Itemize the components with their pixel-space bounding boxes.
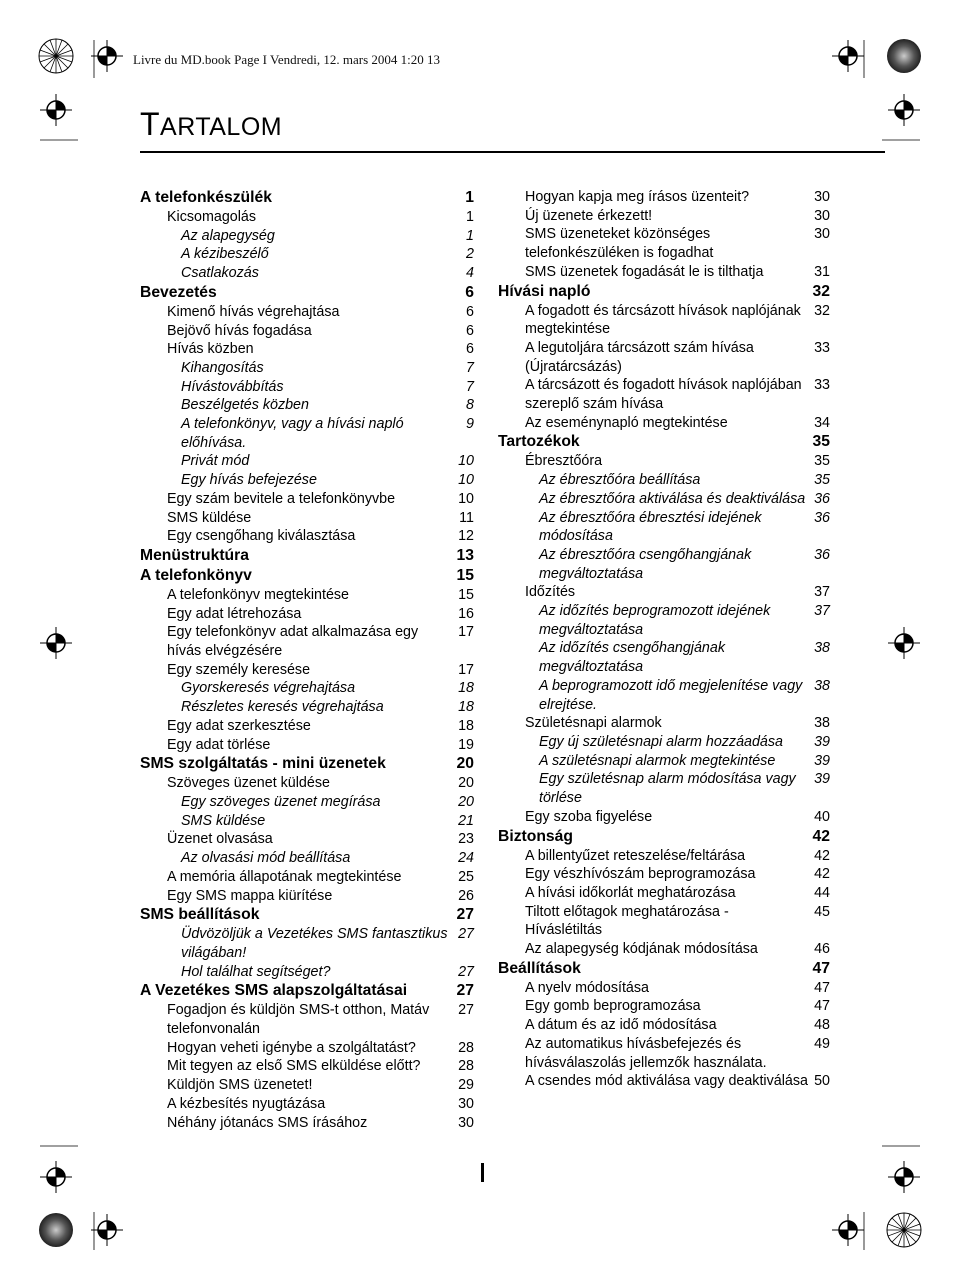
toc-entry-page: 1: [466, 209, 474, 225]
toc-entry-title: Hogyan veheti igénybe a szolgáltatást?: [167, 1039, 416, 1056]
toc-entry-page: 6: [466, 322, 474, 339]
toc-entry-title: Egy csengőhang kiválasztása: [167, 528, 356, 545]
toc-entry-page: 38: [814, 640, 830, 657]
toc-entry[interactable]: [140, 812, 474, 831]
toc-entry-title: Ébresztőóra: [525, 453, 603, 470]
toc-entry[interactable]: [498, 808, 830, 827]
toc-entry-page: 8: [466, 397, 474, 414]
toc-entry-page: 10: [458, 490, 474, 507]
toc-entry[interactable]: [498, 733, 830, 752]
toc-entry[interactable]: [498, 188, 830, 207]
toc-entry-page: 38: [814, 715, 830, 732]
toc-entry[interactable]: [498, 432, 830, 452]
toc-entry[interactable]: [498, 302, 830, 339]
toc-entry-page: 17: [458, 661, 474, 678]
toc-entry-page: 35: [814, 472, 830, 489]
toc-entry-title: A csendes mód aktiválása vagy deaktiválása: [525, 1073, 808, 1090]
toc-entry[interactable]: [140, 566, 474, 586]
toc-entry-title: Időzítés: [525, 584, 576, 601]
toc-entry-page: 47: [814, 998, 830, 1015]
toc-entry[interactable]: [498, 207, 830, 226]
toc-entry-title: Tartozékok: [498, 433, 580, 451]
toc-entry-title: A kézibeszélő: [181, 246, 269, 263]
toc-entry[interactable]: [498, 884, 830, 903]
toc-entry[interactable]: [140, 227, 474, 246]
toc-entry-title: A telefonkönyv megtekintése: [167, 586, 349, 603]
toc-entry[interactable]: [140, 1076, 474, 1095]
toc-entry-title: Egy adat szerkesztése: [167, 717, 311, 734]
toc-entry[interactable]: [140, 586, 474, 605]
toc-entry-page: 13: [456, 546, 474, 564]
toc-entry[interactable]: [140, 868, 474, 887]
toc-entry-title: Az ébresztőóra csengőhangjának megváltoztatása: [539, 546, 752, 582]
toc-entry-page: 10: [458, 453, 474, 470]
toc-entry[interactable]: [140, 679, 474, 698]
toc-entry-title: Egy gomb beprogramozása: [525, 998, 701, 1015]
toc-entry-page: 30: [814, 226, 830, 243]
toc-entry-page: 24: [458, 850, 474, 867]
toc-entry-title: Hívás közben: [167, 341, 254, 358]
toc-entry-page: 47: [814, 979, 830, 996]
toc-entry[interactable]: [140, 490, 474, 509]
toc-entry-page: 39: [814, 771, 830, 788]
toc-entry[interactable]: [498, 997, 830, 1016]
toc-entry[interactable]: [140, 1001, 474, 1038]
toc-entry-title: A hívási időkorlát meghatározása: [525, 884, 736, 901]
toc-entry[interactable]: [140, 303, 474, 322]
toc-entry[interactable]: [140, 623, 474, 660]
toc-entry[interactable]: [498, 225, 830, 262]
toc-entry-title: Az alapegység: [181, 227, 275, 244]
toc-entry-title: A fogadott és tárcsázott hívások naplójának megtekintése: [525, 302, 801, 338]
toc-entry[interactable]: [140, 527, 474, 546]
toc-entry-title: Hogyan kapja meg írásos üzenteit?: [525, 189, 750, 205]
toc-entry-page: 1: [465, 189, 474, 206]
toc-entry[interactable]: [140, 830, 474, 849]
toc-entry[interactable]: [498, 546, 830, 583]
toc-entry-title: A telefonkönyv: [140, 566, 252, 584]
toc-entry-title: Az eseménynapló megtekintése: [525, 414, 728, 431]
page-number: [481, 1163, 484, 1182]
toc-entry[interactable]: [140, 208, 474, 227]
toc-entry-title: A billentyűzet reteszelése/feltárása: [525, 847, 746, 864]
toc-entry[interactable]: [140, 981, 474, 1001]
toc-entry-title: Hívási napló: [498, 282, 591, 300]
toc-entry[interactable]: [498, 602, 830, 639]
toc-entry-page: 20: [458, 775, 474, 792]
toc-entry-page: 46: [814, 941, 830, 958]
toc-entry[interactable]: [140, 698, 474, 717]
toc-entry-page: 33: [814, 377, 830, 394]
toc-entry[interactable]: [140, 283, 474, 303]
toc-entry[interactable]: [140, 396, 474, 415]
toc-entry[interactable]: [498, 583, 830, 602]
toc-entry-page: 16: [458, 605, 474, 622]
toc-entry-page: 11: [459, 509, 474, 526]
toc-entry-title: Üdvözöljük a Vezetékes SMS fantasztikus világában!: [181, 926, 448, 961]
toc-entry[interactable]: [140, 736, 474, 755]
toc-entry-page: 39: [814, 733, 830, 750]
toc-entry-page: 42: [814, 847, 830, 864]
toc-entry[interactable]: [140, 849, 474, 868]
toc-entry-title: SMS szolgáltatás - mini üzenetek: [140, 755, 386, 773]
toc-entry-page: 7: [466, 378, 474, 395]
toc-entry-title: Kihangosítás: [181, 359, 264, 376]
toc-entry-page: 15: [456, 566, 474, 584]
toc-entry-page: 9: [466, 416, 474, 433]
toc-entry[interactable]: [498, 452, 830, 471]
toc-entry-title: Hol találhat segítséget?: [181, 963, 331, 980]
toc-entry-title: A nyelv módosítása: [525, 979, 649, 996]
toc-entry-title: Az ébresztőóra beállítása: [539, 472, 701, 489]
toc-entry-title: Az időzítés beprogramozott idejének megváltoztatása: [539, 603, 771, 638]
toc-entry-page: 36: [814, 490, 830, 507]
toc-entry-page: 6: [466, 303, 474, 320]
toc-entry[interactable]: [140, 905, 474, 925]
toc-entry[interactable]: [498, 865, 830, 884]
toc-entry[interactable]: [140, 754, 474, 774]
toc-entry-title: Beállítások: [498, 959, 581, 977]
toc-entry-page: 1: [466, 227, 474, 244]
toc-entry-page: 19: [458, 736, 474, 753]
toc-entry-title: SMS üzeneteket közönséges telefonkészüléken is fogadhat: [525, 226, 714, 262]
toc-entry-page: 34: [814, 414, 830, 431]
toc-entry-page: 27: [458, 1002, 474, 1019]
toc-entry-title: Egy vészhívószám beprogramozása: [525, 866, 756, 883]
toc-entry-title: Küldjön SMS üzenetet!: [167, 1077, 313, 1094]
toc-entry-page: 47: [812, 959, 830, 977]
toc-entry-title: Csatlakozás: [181, 265, 259, 282]
toc-entry-title: Az ébresztőóra ébresztési idejének módosítása: [539, 509, 762, 545]
toc-entry[interactable]: [498, 639, 830, 676]
toc-entry[interactable]: [498, 1016, 830, 1035]
toc-entry[interactable]: [140, 245, 474, 264]
toc-entry-page: 21: [458, 812, 474, 829]
toc-entry-page: 36: [814, 509, 830, 526]
toc-entry-title: Részletes keresés végrehajtása: [181, 699, 384, 716]
toc-entry[interactable]: [140, 188, 474, 208]
toc-entry-page: 6: [465, 283, 474, 301]
toc-entry-page: 7: [466, 359, 474, 376]
toc-entry-title: Privát mód: [181, 453, 250, 470]
toc-entry[interactable]: [140, 340, 474, 359]
toc-entry[interactable]: [498, 979, 830, 998]
toc-entry[interactable]: [498, 770, 830, 807]
toc-entry[interactable]: [498, 282, 830, 302]
toc-entry-page: 30: [814, 189, 830, 205]
toc-entry-title: SMS beállítások: [140, 906, 260, 924]
toc-entry[interactable]: [140, 322, 474, 341]
toc-entry-page: 45: [814, 903, 830, 920]
toc-entry-title: A Vezetékes SMS alapszolgáltatásai: [140, 982, 408, 1000]
toc-entry-title: Mit tegyen az első SMS elküldése előtt?: [167, 1058, 421, 1075]
toc-entry-page: 17: [458, 624, 474, 641]
toc-entry-page: 27: [458, 963, 474, 980]
toc-entry[interactable]: [140, 378, 474, 397]
toc-entry-title: Tiltott előtagok meghatározása - Híváslétiltás: [525, 903, 729, 939]
toc-entry-title: Egy születésnap alarm módosítása vagy törlése: [539, 771, 796, 807]
toc-entry-title: A kézbesítés nyugtázása: [167, 1095, 326, 1112]
toc-entry-title: Az időzítés csengőhangjának megváltoztatása: [539, 640, 725, 676]
toc-entry[interactable]: [498, 471, 830, 490]
toc-entry[interactable]: [498, 827, 830, 847]
toc-entry-page: 18: [458, 680, 474, 697]
toc-entry[interactable]: [498, 903, 830, 940]
toc-entry-page: 42: [814, 866, 830, 883]
toc-entry-title: Menüstruktúra: [140, 546, 249, 564]
toc-entry-title: A beprogramozott idő megjelenítése vagy elrejtése.: [539, 677, 803, 713]
toc-entry[interactable]: [140, 1114, 474, 1133]
toc-entry-title: SMS üzenetek fogadását le is tilthatja: [525, 263, 764, 280]
page-title-initial: T: [140, 106, 161, 142]
toc-entry-page: 49: [814, 1035, 830, 1052]
toc-entry-page: 6: [466, 341, 474, 358]
book-header: Livre du MD.book Page I Vendredi, 12. mars 2004 1:20 13: [133, 52, 441, 67]
toc-entry[interactable]: [140, 717, 474, 736]
toc-entry-page: 28: [458, 1058, 474, 1075]
toc-entry[interactable]: [140, 605, 474, 624]
toc-entry[interactable]: [498, 940, 830, 959]
toc-entry-title: Gyorskeresés végrehajtása: [181, 680, 356, 697]
toc-entry-page: 27: [458, 926, 474, 943]
toc-entry[interactable]: [498, 714, 830, 733]
toc-entry[interactable]: [140, 415, 474, 452]
toc-entry[interactable]: [140, 1095, 474, 1114]
toc-entry[interactable]: [498, 959, 830, 979]
toc-entry-page: 44: [814, 884, 830, 901]
toc-entry-title: A telefonkönyv, vagy a hívási napló előhívása.: [181, 416, 404, 451]
toc-entry-page: 48: [814, 1017, 830, 1034]
toc-entry-title: A születésnapi alarmok megtekintése: [539, 752, 776, 769]
toc-entry-title: A tárcsázott és fogadott hívások naplójában szereplő szám hívása: [525, 377, 802, 413]
toc-entry-page: 25: [458, 868, 474, 885]
toc-entry-title: Az ébresztőóra aktiválása és deaktiválása: [539, 490, 806, 507]
toc-entry-title: Egy telefonkönyv adat alkalmazása egy hívás elvégzésére: [167, 624, 419, 660]
toc-entry[interactable]: [140, 1039, 474, 1058]
toc-entry-page: 36: [814, 546, 830, 563]
toc-entry-page: 15: [458, 586, 474, 603]
toc-entry[interactable]: [140, 793, 474, 812]
toc-entry-title: SMS küldése: [181, 812, 266, 829]
toc-entry-page: 20: [458, 793, 474, 810]
toc-entry-title: Egy adat létrehozása: [167, 605, 302, 622]
toc-entry[interactable]: [140, 452, 474, 471]
toc-entry-page: 20: [456, 755, 474, 773]
toc-entry[interactable]: [498, 752, 830, 771]
toc-entry-page: 10: [458, 472, 474, 489]
toc-entry-page: 30: [458, 1095, 474, 1112]
toc-entry[interactable]: [498, 490, 830, 509]
toc-entry-page: 23: [458, 831, 474, 848]
page-title: [140, 106, 282, 143]
toc-entry[interactable]: [140, 661, 474, 680]
toc-entry-title: Hívástovábbítás: [181, 378, 284, 395]
toc-entry-title: A telefonkészülék: [140, 189, 272, 206]
toc-entry-title: SMS küldése: [167, 509, 252, 526]
toc-entry-title: Üzenet olvasása: [167, 831, 273, 848]
toc-entry[interactable]: [140, 887, 474, 906]
toc-entry-page: 35: [814, 453, 830, 470]
toc-entry[interactable]: [498, 847, 830, 866]
toc-entry-title: Egy szoba figyelése: [525, 808, 653, 825]
toc-entry-page: 28: [458, 1039, 474, 1056]
toc-entry[interactable]: [498, 339, 830, 376]
toc-entry[interactable]: [498, 509, 830, 546]
toc-entry[interactable]: [140, 1057, 474, 1076]
toc-entry-page: 33: [814, 339, 830, 356]
toc-entry[interactable]: [140, 509, 474, 528]
toc-entry-title: Kimenő hívás végrehajtása: [167, 303, 340, 320]
toc-entry[interactable]: [140, 546, 474, 566]
toc-entry[interactable]: [498, 1072, 830, 1091]
toc-entry-title: Egy új születésnapi alarm hozzáadása: [539, 733, 783, 750]
toc-entry[interactable]: [498, 376, 830, 413]
toc-entry-title: Kicsomagolás: [167, 209, 256, 225]
toc-entry-page: 35: [812, 433, 830, 451]
toc-entry-title: Biztonság: [498, 827, 573, 845]
toc-entry-page: 32: [814, 302, 830, 319]
toc-entry-page: 30: [458, 1114, 474, 1131]
toc-entry[interactable]: [140, 359, 474, 378]
toc-entry-page: 4: [466, 265, 474, 282]
toc-entry-page: 40: [814, 808, 830, 825]
toc-entry-title: Bevezetés: [140, 283, 217, 301]
toc-entry-page: 37: [814, 584, 830, 601]
toc-entry-title: Fogadjon és küldjön SMS-t otthon, Matáv telefonvonalán: [167, 1002, 430, 1038]
toc-entry-page: 37: [814, 603, 830, 620]
toc-entry-page: 18: [458, 717, 474, 734]
toc-entry-page: 30: [814, 207, 830, 224]
toc-entry[interactable]: [498, 414, 830, 433]
toc-entry-page: 31: [814, 263, 830, 280]
toc-entry[interactable]: [140, 774, 474, 793]
toc-entry[interactable]: [140, 264, 474, 283]
toc-entry-title: Egy személy keresése: [167, 661, 311, 678]
toc-entry-page: 18: [458, 699, 474, 716]
toc-entry-title: Az automatikus hívásbefejezés és hívásválaszolás jellemzők használata.: [525, 1035, 767, 1071]
toc-entry-title: A dátum és az idő módosítása: [525, 1017, 717, 1034]
toc-entry-title: Egy adat törlése: [167, 736, 271, 753]
toc-entry[interactable]: [498, 263, 830, 282]
toc-entry-page: 27: [456, 906, 474, 924]
toc-entry[interactable]: [498, 677, 830, 714]
toc-entry-page: 26: [458, 887, 474, 904]
toc-entry-title: Szöveges üzenet küldése: [167, 775, 330, 792]
toc-entry-title: Beszélgetés közben: [181, 397, 309, 414]
toc-entry-page: 42: [812, 827, 830, 845]
toc-entry-page: 50: [814, 1073, 830, 1090]
toc-column-left: [140, 188, 474, 1132]
toc-entry[interactable]: [498, 1035, 830, 1072]
toc-entry-page: 39: [814, 752, 830, 769]
toc-entry[interactable]: [140, 963, 474, 982]
toc-entry[interactable]: [140, 925, 474, 962]
toc-entry-page: 2: [466, 246, 474, 263]
title-divider: [140, 151, 885, 153]
toc-entry-page: 38: [814, 677, 830, 694]
toc-entry-title: Néhány jótanács SMS írásához: [167, 1114, 368, 1131]
toc-entry-page: 32: [812, 282, 830, 300]
toc-entry-title: Bejövő hívás fogadása: [167, 322, 312, 339]
toc-column-right: [498, 188, 830, 1091]
toc-entry-title: A memória állapotának megtekintése: [167, 868, 402, 885]
toc-entry-title: Új üzenete érkezett!: [525, 207, 653, 224]
toc-entry-page: 12: [458, 528, 474, 545]
toc-entry-title: Születésnapi alarmok: [525, 715, 662, 732]
toc-entry-title: Egy szám bevitele a telefonkönyvbe: [167, 490, 396, 507]
toc-entry-title: Az alapegység kódjának módosítása: [525, 941, 758, 958]
toc-entry-page: 27: [456, 982, 474, 1000]
toc-entry-title: Egy hívás befejezése: [181, 472, 317, 489]
page-title-rest: ARTALOM: [160, 113, 283, 141]
toc-entry-title: Egy szöveges üzenet megírása: [181, 793, 381, 810]
toc-entry-title: Az olvasási mód beállítása: [181, 850, 351, 867]
toc-entry[interactable]: [140, 471, 474, 490]
toc-entry-title: Egy SMS mappa kiürítése: [167, 887, 333, 904]
toc-entry-page: 29: [458, 1077, 474, 1094]
toc-entry-title: A legutoljára tárcsázott szám hívása (Újratárcsázás): [525, 339, 754, 375]
